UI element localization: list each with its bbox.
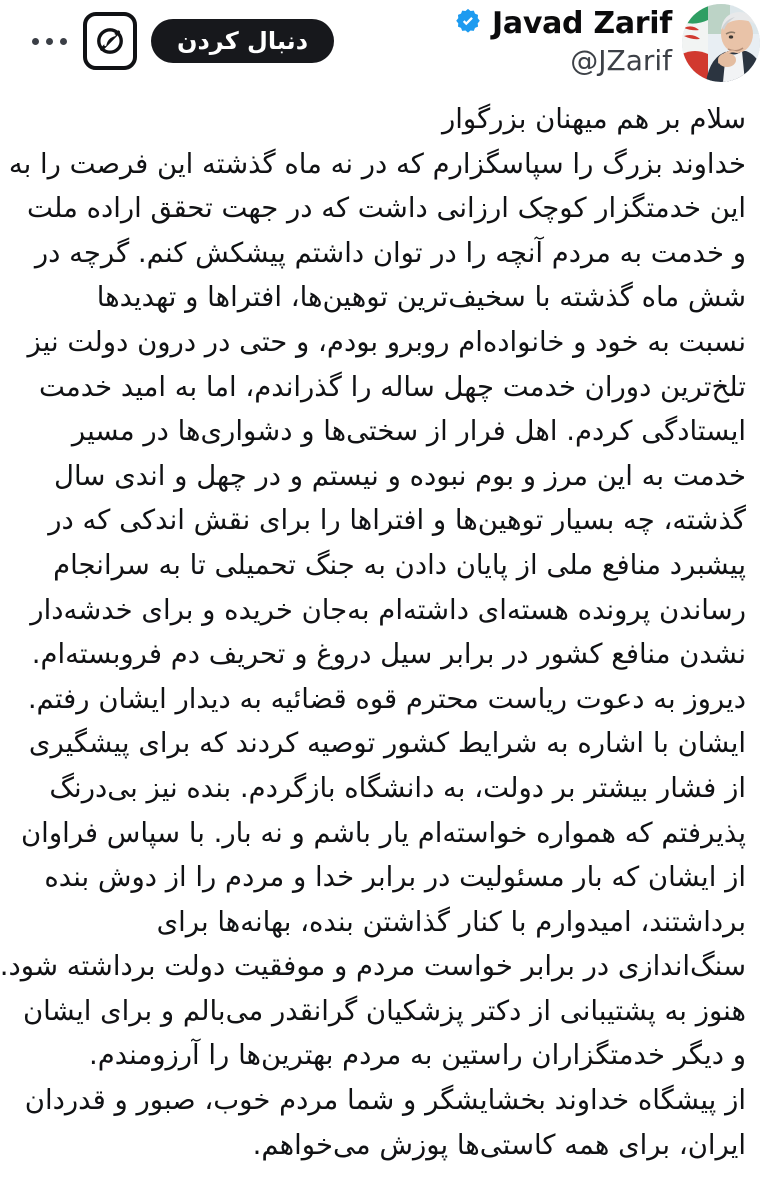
more-options-button[interactable] <box>30 24 69 58</box>
post-line: و خدمت به مردم آنچه را در توان داشتم پیشکش کنم. گرچه در <box>34 236 746 269</box>
profile-identity <box>453 4 672 78</box>
ellipsis-dot <box>32 38 39 45</box>
post-text <box>0 97 768 1167</box>
profile-summary[interactable] <box>453 0 768 82</box>
post-line: گذشته، چه بسیار توهین‌ها و افتراها را برای نقش اندکی که در <box>48 504 746 537</box>
post-line: دیروز به دعوت ریاست محترم قوه قضائیه به دیدار ایشان رفتم. <box>27 682 746 715</box>
post-line: خداوند بزرگ را سپاسگزارم که در نه ماه گذشته این فرصت را به <box>8 147 746 180</box>
profile-handle: @JZarif <box>570 44 672 77</box>
follow-button[interactable]: دنبال کردن <box>151 19 334 63</box>
verified-badge-icon <box>453 7 483 41</box>
post-line: از ایشان که بار مسئولیت در برابر خدا و مردم را از دوش بنده <box>44 861 746 894</box>
header-actions <box>0 0 334 70</box>
post-line: نسبت به خود و خانواده‌ام روبرو بودم، و حتی در درون دولت نیز <box>27 325 746 358</box>
ellipsis-dot <box>46 38 53 45</box>
post-line: از پیشگاه خداوند بخشایشگر و شما مردم خوب، صبور و قدردان <box>24 1084 746 1117</box>
post-header <box>0 0 768 95</box>
post-line: شش ماه گذشته با سخیف‌ترین توهین‌ها، افتراها و تهدیدها <box>96 281 746 314</box>
threads-logo-badge[interactable] <box>83 12 137 70</box>
post-line: برداشتند، امیدوارم با کنار گذاشتن بنده، بهانه‌ها برای <box>156 905 746 938</box>
post-line: و دیگر خدمتگزاران راستین به مردم بهترین‌ها را آرزومندم. <box>88 1039 746 1072</box>
post-line: ایستادگی کردم. اهل فرار از سختی‌ها و دشواری‌ها در مسیر <box>71 415 746 448</box>
avatar[interactable] <box>682 4 760 82</box>
ellipsis-dot <box>60 38 67 45</box>
post-line: سلام بر هم میهنان بزرگوار <box>442 103 746 135</box>
display-name-row <box>453 6 672 42</box>
post-line: این خدمتگزار کوچک ارزانی داشت که در جهت تحقق اراده ملت <box>27 192 746 225</box>
post-line: خدمت به این مرز و بوم نبوده و نیستم و در چهل و اندی سال <box>54 459 746 492</box>
post-line: رساندن پرونده هسته‌ای داشته‌ام به‌جان خریده و برای خدشه‌دار <box>30 593 746 626</box>
post-line: سنگ‌اندازی در برابر خواست مردم و موفقیت دولت برداشته شود. <box>0 950 746 983</box>
post-line: پیشبرد منافع ملی از پایان دادن به جنگ تحمیلی تا به سرانجام <box>53 548 746 581</box>
post-line: ایران، برای همه کاستی‌ها پوزش می‌خواهم. <box>252 1128 746 1161</box>
post-line: ایشان با اشاره به شرایط کشور توصیه کردند که برای پیشگیری <box>28 727 746 760</box>
post-line: از فشار بیشتر بر دولت، به دانشگاه بازگردم. بنده نیز بی‌درنگ <box>49 771 746 804</box>
threads-logo-icon <box>93 24 127 58</box>
post-line: هنوز به پشتیبانی از دکتر پزشکیان گرانقدر می‌بالم و برای ایشان <box>22 994 746 1027</box>
post-line: نشدن منافع کشور در برابر سیل دروغ و تحریف دم فروبسته‌ام. <box>31 638 746 671</box>
post-line: تلخ‌ترین دوران خدمت چهل ساله را گذراندم، اما به امید خدمت <box>39 370 746 403</box>
profile-display-name: Javad Zarif <box>492 6 672 41</box>
post-line: پذیرفتم که همواره خواسته‌ام یار باشم و نه بار. با سپاس فراوان <box>20 816 746 849</box>
